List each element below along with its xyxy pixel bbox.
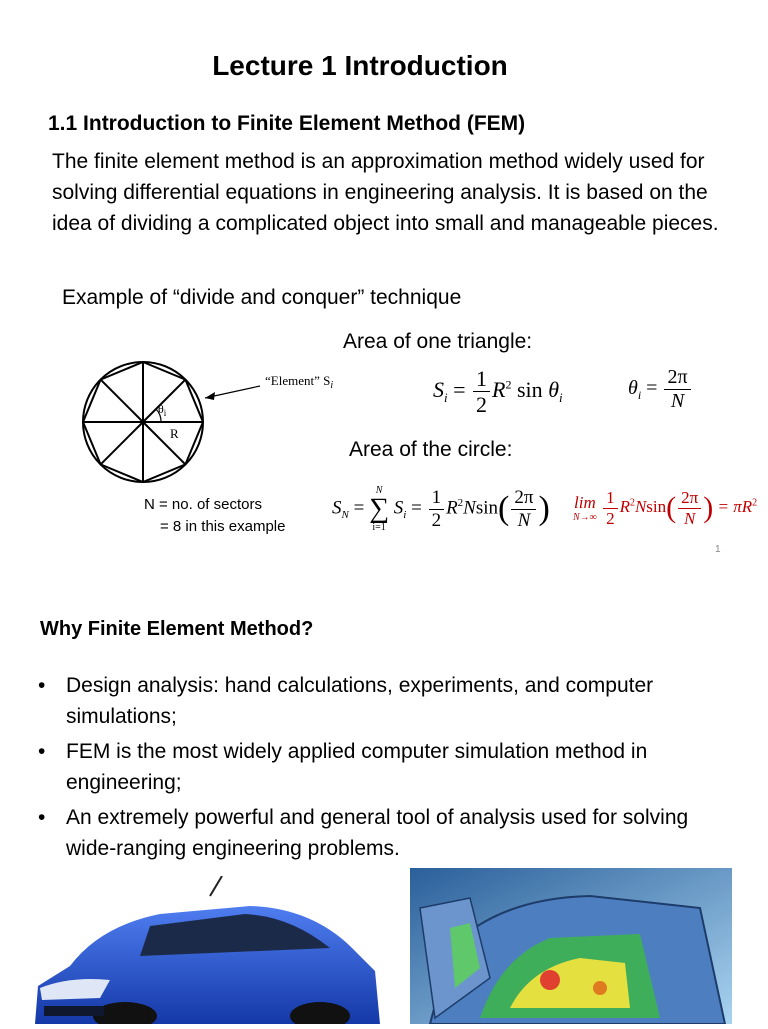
list-item: • Design analysis: hand calculations, experiments, and computer simulations; xyxy=(38,674,654,728)
theta-label: $\theta_i$ xyxy=(158,402,167,418)
triangle-area-label: Area of one triangle: xyxy=(343,330,533,353)
radius-label: R xyxy=(170,426,179,441)
circle-area-formula: $S_N$ = N ∑ i=1 $S_i$ = $\frac{1}{2}$ $R^2Nsin$( $\frac{2\pi}{N}$ ) xyxy=(332,485,550,533)
circle-sectors-diagram xyxy=(78,350,368,505)
intro-paragraph: The finite element method is an approximation method widely used for solving differential equations in engineering analysis. It is based on the idea of dividing a complicated object into small and manageable pieces. xyxy=(52,150,719,235)
element-label: “Element” $S_i$ xyxy=(265,373,334,391)
car-photo xyxy=(30,876,390,1024)
fem-simulation-image xyxy=(410,868,732,1024)
list-item: • FEM is the most widely applied computer simulation method in engineering; xyxy=(38,740,648,794)
why-fem-heading: Why Finite Element Method? xyxy=(40,618,314,640)
sectors-note: N = no. of sectors = 8 in this example xyxy=(144,496,286,535)
section-heading: 1.1 Introduction to Finite Element Method (FEM) xyxy=(48,112,526,135)
triangle-area-formula: $S_i$ = $\frac{1}{2}$ $R^2$ $\sin \theta_i$ xyxy=(433,366,563,418)
example-label: Example of “divide and conquer” technique xyxy=(62,286,462,309)
page-title: Lecture 1 Introduction xyxy=(212,50,508,81)
circle-area-label: Area of the circle: xyxy=(349,438,513,461)
list-item: • An extremely powerful and general tool of analysis used for solving wide-ranging engineering problems. xyxy=(38,806,689,860)
limit-formula: lim N→∞ $\frac{1}{2}$ $R^2Nsin$( $\frac{2\pi}{N}$ ) = $\pi R^2$ xyxy=(573,488,758,528)
page-number: 1 xyxy=(715,544,721,555)
why-fem-list xyxy=(38,670,738,868)
theta-formula: $\theta_i$ = $\frac{2\pi}{N}$ xyxy=(628,366,693,413)
